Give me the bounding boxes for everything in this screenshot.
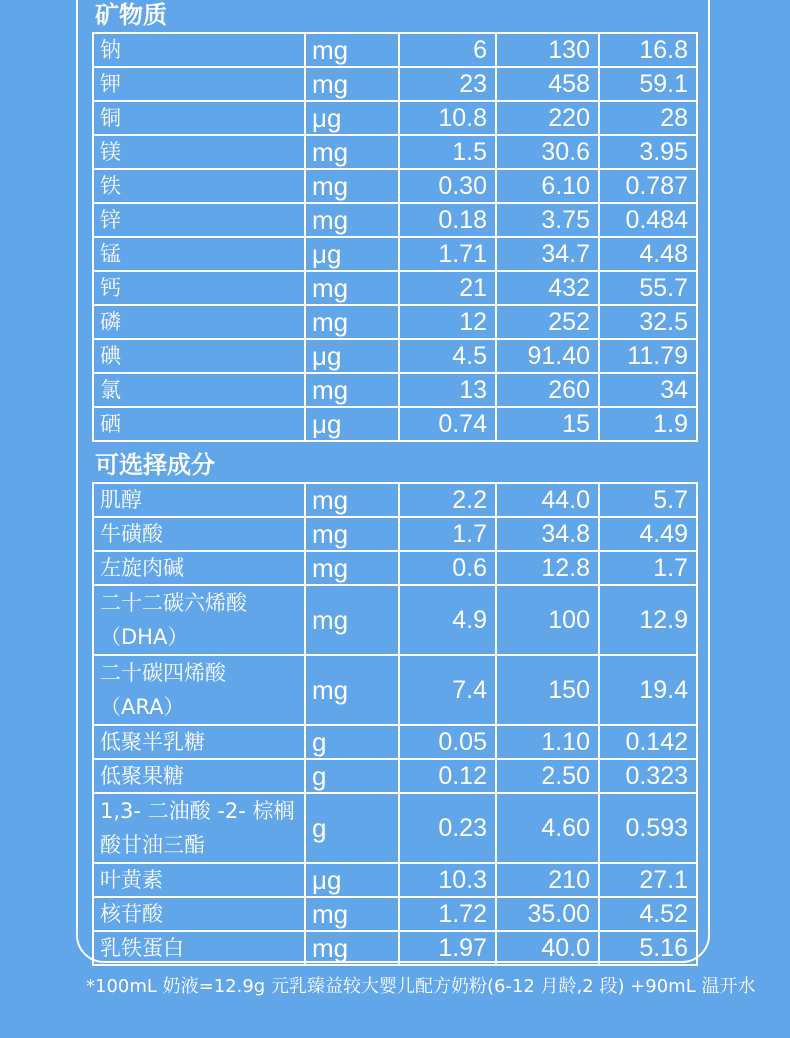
value-per-100ml: 0.484 — [599, 203, 697, 237]
value-per-100g: 34.8 — [496, 517, 599, 551]
nutrient-name: 低聚果糖 — [93, 759, 305, 793]
value-per-100kj: 0.05 — [399, 725, 496, 759]
table-row — [93, 585, 697, 655]
value-per-100g: 40.0 — [496, 931, 599, 965]
nutrient-name: 低聚半乳糖 — [93, 725, 305, 759]
nutrient-name: 铁 — [93, 169, 305, 203]
value-per-100ml: 19.4 — [599, 655, 697, 725]
table-row — [93, 793, 697, 863]
value-per-100g: 6.10 — [496, 169, 599, 203]
nutrient-name: 氯 — [93, 373, 305, 407]
nutrient-unit: mg — [305, 271, 399, 305]
nutrient-unit: mg — [305, 483, 399, 517]
nutrient-name: 乳铁蛋白 — [93, 931, 305, 965]
value-per-100g: 432 — [496, 271, 599, 305]
value-per-100kj: 10.8 — [399, 101, 496, 135]
nutrient-unit: mg — [305, 517, 399, 551]
value-per-100ml: 1.7 — [599, 551, 697, 585]
nutrient-name: 二十碳四烯酸（ARA） — [93, 655, 305, 725]
minerals-table — [92, 32, 698, 442]
value-per-100ml: 16.8 — [599, 33, 697, 67]
nutrient-name: 核苷酸 — [93, 897, 305, 931]
nutrient-name: 叶黄素 — [93, 863, 305, 897]
value-per-100g: 130 — [496, 33, 599, 67]
nutrient-name: 铜 — [93, 101, 305, 135]
value-per-100kj: 10.3 — [399, 863, 496, 897]
table-row — [93, 725, 697, 759]
value-per-100ml: 32.5 — [599, 305, 697, 339]
nutrient-unit: μg — [305, 407, 399, 441]
nutrient-unit: μg — [305, 339, 399, 373]
nutrient-name: 1,3- 二油酸 -2- 棕榈酸甘油三酯 — [93, 793, 305, 863]
value-per-100kj: 23 — [399, 67, 496, 101]
value-per-100g: 100 — [496, 585, 599, 655]
value-per-100g: 458 — [496, 67, 599, 101]
nutrient-unit: mg — [305, 33, 399, 67]
nutrient-unit: g — [305, 759, 399, 793]
nutrient-unit: μg — [305, 863, 399, 897]
optional-section-title: 可选择成分 — [95, 451, 215, 479]
value-per-100ml: 1.9 — [599, 407, 697, 441]
nutrient-name: 二十二碳六烯酸（DHA） — [93, 585, 305, 655]
table-row — [93, 517, 697, 551]
value-per-100g: 260 — [496, 373, 599, 407]
nutrient-name: 牛磺酸 — [93, 517, 305, 551]
value-per-100g: 210 — [496, 863, 599, 897]
value-per-100kj: 21 — [399, 271, 496, 305]
nutrient-name: 钾 — [93, 67, 305, 101]
nutrient-unit: mg — [305, 897, 399, 931]
value-per-100kj: 1.5 — [399, 135, 496, 169]
value-per-100ml: 0.787 — [599, 169, 697, 203]
nutrient-name: 锰 — [93, 237, 305, 271]
nutrient-unit: g — [305, 793, 399, 863]
nutrient-unit: mg — [305, 305, 399, 339]
table-row — [93, 33, 697, 67]
value-per-100kj: 0.18 — [399, 203, 496, 237]
value-per-100ml: 27.1 — [599, 863, 697, 897]
nutrient-unit: g — [305, 725, 399, 759]
value-per-100ml: 4.48 — [599, 237, 697, 271]
table-row — [93, 203, 697, 237]
nutrient-name: 左旋肉碱 — [93, 551, 305, 585]
value-per-100g: 35.00 — [496, 897, 599, 931]
table-row — [93, 305, 697, 339]
nutrient-name: 钙 — [93, 271, 305, 305]
table-row — [93, 237, 697, 271]
value-per-100ml: 11.79 — [599, 339, 697, 373]
value-per-100ml: 59.1 — [599, 67, 697, 101]
value-per-100ml: 4.49 — [599, 517, 697, 551]
nutrient-unit: mg — [305, 67, 399, 101]
value-per-100ml: 28 — [599, 101, 697, 135]
nutrient-unit: mg — [305, 373, 399, 407]
value-per-100kj: 0.23 — [399, 793, 496, 863]
value-per-100g: 44.0 — [496, 483, 599, 517]
nutrient-unit: mg — [305, 135, 399, 169]
nutrient-name: 肌醇 — [93, 483, 305, 517]
value-per-100kj: 1.7 — [399, 517, 496, 551]
nutrient-name: 碘 — [93, 339, 305, 373]
value-per-100g: 3.75 — [496, 203, 599, 237]
table-row — [93, 759, 697, 793]
table-row — [93, 101, 697, 135]
table-row — [93, 551, 697, 585]
value-per-100ml: 5.7 — [599, 483, 697, 517]
nutrient-unit: mg — [305, 931, 399, 965]
value-per-100kj: 6 — [399, 33, 496, 67]
table-row — [93, 271, 697, 305]
value-per-100g: 12.8 — [496, 551, 599, 585]
value-per-100kj: 0.6 — [399, 551, 496, 585]
value-per-100kj: 12 — [399, 305, 496, 339]
value-per-100ml: 4.52 — [599, 897, 697, 931]
table-row — [93, 169, 697, 203]
value-per-100kj: 1.71 — [399, 237, 496, 271]
value-per-100ml: 12.9 — [599, 585, 697, 655]
value-per-100kj: 0.12 — [399, 759, 496, 793]
value-per-100kj: 1.97 — [399, 931, 496, 965]
table-row — [93, 931, 697, 965]
value-per-100kj: 2.2 — [399, 483, 496, 517]
value-per-100kj: 7.4 — [399, 655, 496, 725]
nutrient-name: 镁 — [93, 135, 305, 169]
table-row — [93, 339, 697, 373]
table-row — [93, 655, 697, 725]
table-row — [93, 135, 697, 169]
nutrient-unit: μg — [305, 237, 399, 271]
value-per-100ml: 55.7 — [599, 271, 697, 305]
value-per-100kj: 13 — [399, 373, 496, 407]
nutrient-unit: μg — [305, 101, 399, 135]
table-row — [93, 483, 697, 517]
table-row — [93, 863, 697, 897]
table-row — [93, 67, 697, 101]
nutrient-unit: mg — [305, 655, 399, 725]
value-per-100g: 220 — [496, 101, 599, 135]
nutrient-unit: mg — [305, 551, 399, 585]
table-row — [93, 407, 697, 441]
value-per-100g: 2.50 — [496, 759, 599, 793]
value-per-100g: 15 — [496, 407, 599, 441]
value-per-100g: 4.60 — [496, 793, 599, 863]
nutrient-name: 硒 — [93, 407, 305, 441]
footnote: *100mL 奶液=12.9g 元乳臻益较大婴儿配方奶粉(6-12 月龄,2 段) +90mL 温开水 — [86, 976, 756, 997]
table-row — [93, 897, 697, 931]
value-per-100kj: 0.30 — [399, 169, 496, 203]
nutrient-unit: mg — [305, 169, 399, 203]
value-per-100g: 1.10 — [496, 725, 599, 759]
value-per-100ml: 34 — [599, 373, 697, 407]
nutrient-unit: mg — [305, 585, 399, 655]
value-per-100g: 34.7 — [496, 237, 599, 271]
nutrient-name: 钠 — [93, 33, 305, 67]
value-per-100g: 150 — [496, 655, 599, 725]
value-per-100ml: 0.142 — [599, 725, 697, 759]
value-per-100g: 252 — [496, 305, 599, 339]
value-per-100g: 91.40 — [496, 339, 599, 373]
value-per-100ml: 0.323 — [599, 759, 697, 793]
value-per-100g: 30.6 — [496, 135, 599, 169]
nutrient-unit: mg — [305, 203, 399, 237]
optional-ingredients-table — [92, 482, 698, 966]
table-row — [93, 373, 697, 407]
value-per-100ml: 3.95 — [599, 135, 697, 169]
nutrient-name: 锌 — [93, 203, 305, 237]
value-per-100kj: 0.74 — [399, 407, 496, 441]
value-per-100kj: 4.9 — [399, 585, 496, 655]
value-per-100ml: 0.593 — [599, 793, 697, 863]
value-per-100kj: 1.72 — [399, 897, 496, 931]
value-per-100kj: 4.5 — [399, 339, 496, 373]
nutrient-name: 磷 — [93, 305, 305, 339]
minerals-section-title: 矿物质 — [95, 1, 167, 29]
value-per-100ml: 5.16 — [599, 931, 697, 965]
